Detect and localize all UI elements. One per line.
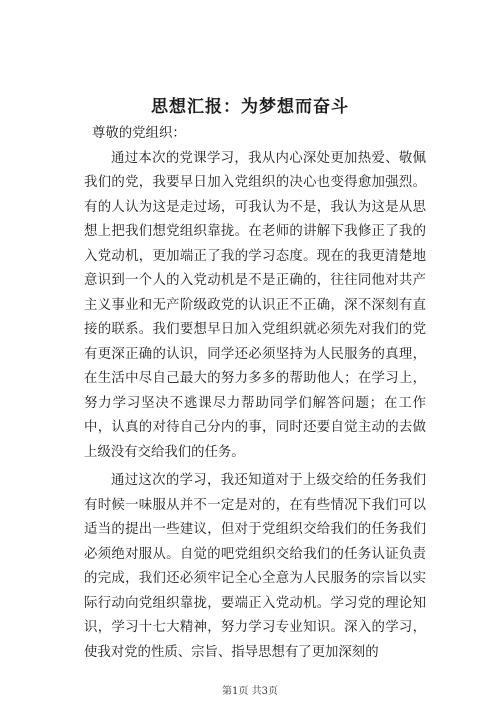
document-body [84,122,426,665]
document-title: 思想汇报：为梦想而奋斗 [151,97,349,117]
salutation: 尊敬的党组织： [92,126,186,141]
paragraph: 通过这次的学习，我还知道对于上级交给的任务我们有时候一味服从并不一定是对的，在有些情况下我们可以适当的提出一些建议，但对于党组织交给我们的任务我们必须绝对服从。自觉的吧党组织交给我们的任务认证负责的完成，我们还必须牢记全心全意为人民服务的宗旨以实际行动向党组织靠拢，要端正入党动机。学习党的理论知识，学习十七大精神，努力学习专业知识。深入的学习，使我对党的性质、宗旨、指导思想有了更加深刻的 [84,473,426,660]
paragraph: 通过本次的党课学习，我从内心深处更加热爱、敬佩我们的党，我要早日加入党组织的决心也变得愈加强烈。有的人认为这是走过场，可我认为不是，我认为这是从思想上把我们想党组织靠拢。在老师的讲解下我修正了我的入党动机，更加端正了我的学习态度。现在的我更清楚地意识到一个人的入党动机是不是正确的，往往同他对共产主义事业和无产阶级政党的认识正不正确，深不深刻有直接的联系。我们要想早日加入党组织就必须先对我们的党有更深正确的认识，同学还必须坚持为人民服务的真理，在生活中尽自己最大的努力多多的帮助他人；在学习上，努力学习坚决不逃课尽力帮助同学们解答问题；在工作中，认真的对待自己分内的事，同时还要自觉主动的去做上级没有交给我们的任务。 [84,150,426,460]
page-footer: 第1页 共3页 [222,686,278,697]
